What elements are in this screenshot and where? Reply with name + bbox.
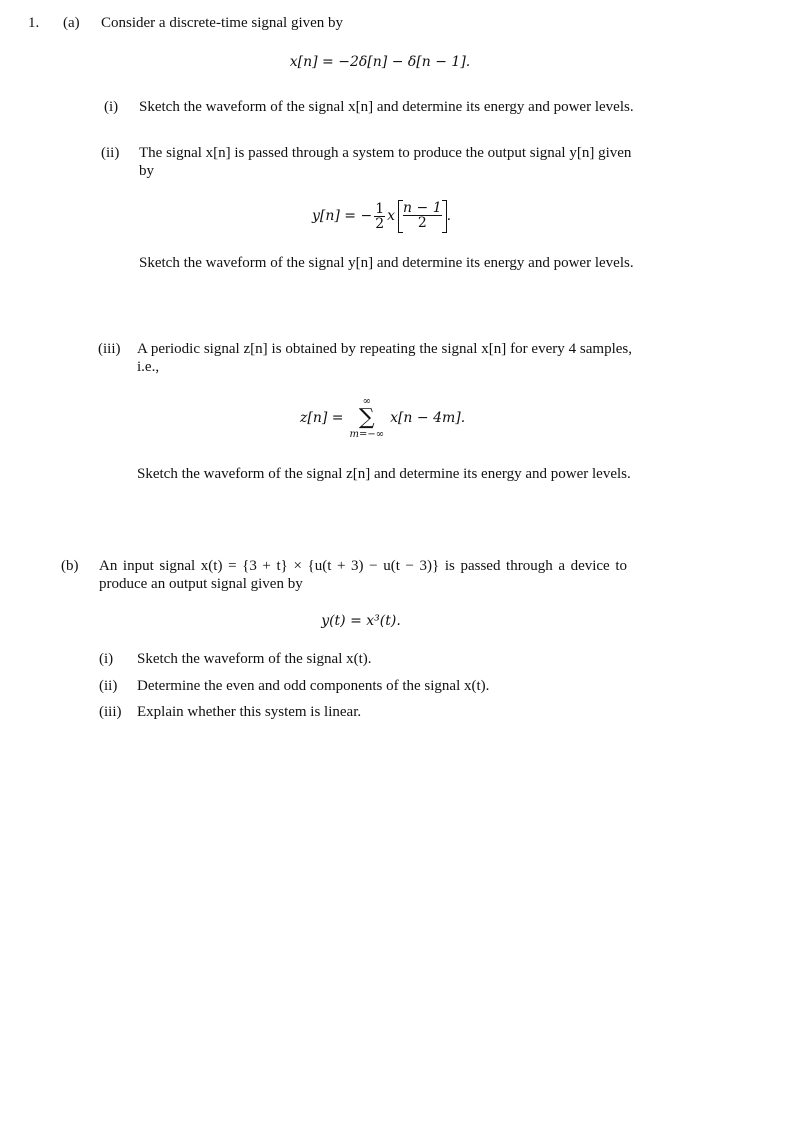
summation-icon: ∑ [358, 405, 375, 430]
question-number: 1. [28, 15, 40, 31]
part-b-ii-text: Determine the even and odd components of the signal x(t). [137, 678, 490, 694]
bracket-bottom: 2 [403, 215, 442, 230]
equation-z-rhs: x[n − 4m]. [390, 410, 466, 426]
fraction-one-half [374, 202, 385, 231]
equation-y [312, 196, 451, 236]
equation-z-lhs: z[n] = [300, 410, 344, 426]
part-a-intro: Consider a discrete-time signal given by [101, 15, 344, 31]
part-a-label: (a) [63, 15, 80, 31]
part-b-label: (b) [61, 558, 79, 574]
part-a-iii-text: A periodic signal z[n] is obtained by repeating the signal x[n] for every 4 samples, i.e., [137, 341, 632, 375]
part-b-iii-text: Explain whether this system is linear. [137, 704, 362, 720]
equation-y-lhs: y[n] = − [312, 208, 373, 224]
equation-y-end: . [446, 208, 452, 224]
part-a-ii-text: The signal x[n] is passed through a system to produce the output signal y[n] given by [139, 145, 632, 179]
part-b-i-label: (i) [99, 651, 114, 667]
part-b-text: An input signal x(t) = {3 + t} × {u(t + 3) − u(t − 3)} is passed through a device to produce an output signal given by [99, 558, 627, 592]
part-a-i-label: (i) [104, 99, 119, 115]
equation-x: x[n] = −2δ[n] − δ[n − 1]. [289, 54, 471, 70]
part-a-ii-label: (ii) [101, 145, 120, 161]
equation-y-t: y(t) = x³(t). [321, 613, 401, 629]
fraction-denominator: 2 [375, 215, 385, 232]
bracket-argument [398, 201, 447, 232]
summation-lower-limit: m=−∞ [349, 429, 385, 440]
part-a-i-text: Sketch the waveform of the signal x[n] and determine its energy and power levels. [139, 99, 634, 115]
part-b-iii-label: (iii) [99, 704, 122, 720]
part-a-ii-text2: Sketch the waveform of the signal y[n] and determine its energy and power levels. [139, 255, 634, 271]
summation-upper-limit: ∞ [362, 396, 371, 407]
part-a-iii-text2: Sketch the waveform of the signal z[n] and determine its energy and power levels. [137, 466, 631, 482]
fraction-numerator: 1 [375, 200, 385, 217]
bracket-top: n − 1 [403, 199, 442, 216]
summation [350, 396, 385, 440]
equation-z [300, 392, 465, 444]
equation-y-x: x [387, 208, 396, 224]
part-a-iii-label: (iii) [98, 341, 121, 357]
part-b-ii-label: (ii) [99, 678, 118, 694]
part-b-i-text: Sketch the waveform of the signal x(t). [137, 651, 372, 667]
